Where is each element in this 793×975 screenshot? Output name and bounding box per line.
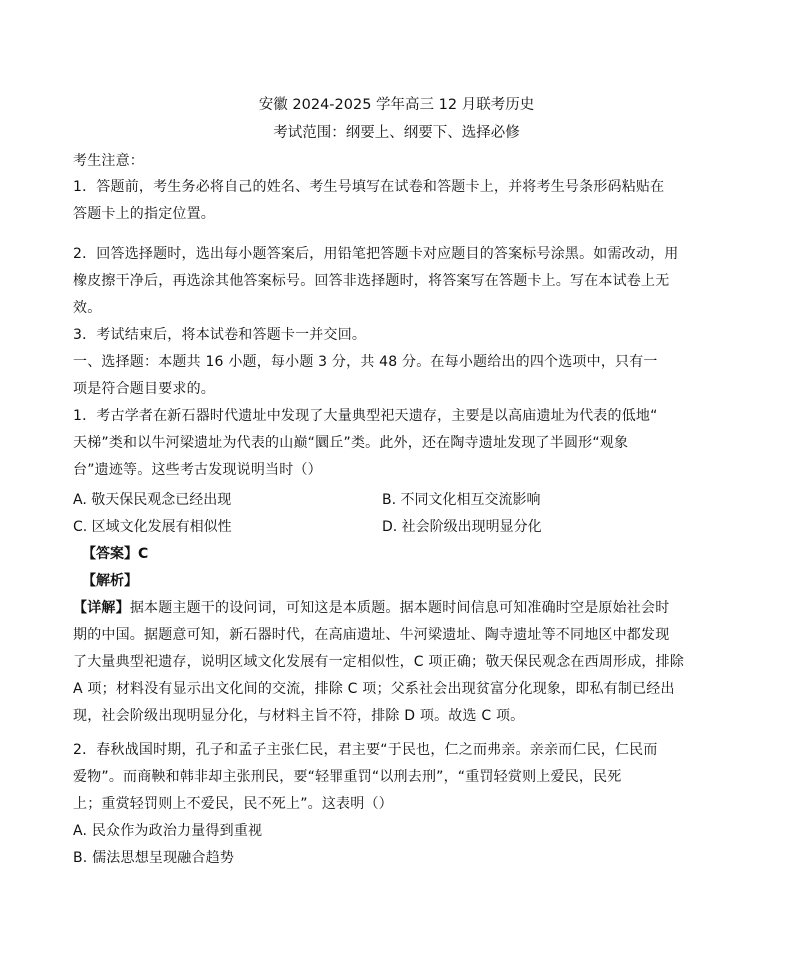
exam-title: 安徽 2024-2025 学年高三 12 月联考历史 (258, 97, 535, 113)
q1-detail-text-1: 据本题主题干的设问词，可知这是本质题。据本题时间信息可知准确时空是原始社会时 (129, 600, 670, 616)
notice-item-1-line-2: 答题卡上的指定位置。 (73, 206, 215, 222)
q2-option-a: A. 民众作为政治力量得到重视 (73, 823, 263, 839)
notice-item-3: 3．考试结束后，将本试卷和答题卡一并交回。 (73, 327, 367, 343)
q1-stem-line-3: 台”遗迹等。这些考古发现说明当时（） (73, 462, 322, 478)
q2-stem-line-1: 2．春秋战国时期，孔子和孟子主张仁民，君主要“于民也，仁之而弗亲。亲亲而仁民，仁民而 (73, 742, 658, 758)
q1-detail-head: 【详解】 (73, 600, 130, 616)
q1-stem-line-1: 1．考古学者在新石器时代遗址中发现了大量典型祀天遗存，主要是以高庙遗址为代表的低地“ (73, 408, 658, 424)
q2-stem-line-2: 爱物”。而商鞅和韩非却主张刑民，要“轻罪重罚“以刑去刑”，“重罚轻赏则上爱民，民死 (73, 769, 622, 785)
q1-option-d: D. 社会阶级出现明显分化 (382, 519, 542, 535)
q1-detail-line-4: A 项；材料没有显示出文化间的交流，排除 C 项；父系社会出现贫富分化现象，即私有制已经出 (73, 681, 675, 697)
q2-stem-line-3: 上；重赏轻罚则上不爱民，民不死上”。这表明（） (73, 796, 393, 812)
section-1-line-2: 项是符合题目要求的。 (73, 381, 215, 397)
q2-option-b: B. 儒法思想呈现融合趋势 (73, 850, 235, 866)
q1-option-b: B. 不同文化相互交流影响 (382, 492, 541, 508)
exam-scope: 考试范围：纲要上、纲要下、选择必修 (273, 125, 520, 141)
notice-item-2-line-1: 2．回答选择题时，选出每小题答案后，用铅笔把答题卡对应题目的答案标号涂黑。如需改动，用 (73, 246, 679, 262)
q1-option-a: A. 敬天保民观念已经出现 (73, 492, 232, 508)
q1-detail-line-1 (73, 598, 669, 618)
q1-stem-line-2: 天梯”类和以牛河梁遗址为代表的山巅“圜丘”类。此外，还在陶寺遗址发现了半圆形“观象 (73, 435, 629, 451)
section-1-line-1: 一、选择题：本题共 16 小题，每小题 3 分，共 48 分。在每小题给出的四个选项中，只有一 (73, 354, 658, 370)
q1-option-c: C. 区域文化发展有相似性 (73, 519, 232, 535)
notice-heading: 考生注意： (73, 153, 144, 169)
q1-detail-line-3: 了大量典型祀遗存，说明区域文化发展有一定相似性，C 项正确；敬天保民观念在西周形成，排除 (73, 654, 685, 670)
q1-analysis-tag: 【解析】 (82, 573, 138, 589)
q1-answer: 【答案】C (82, 546, 149, 562)
notice-item-2-line-3: 效。 (73, 300, 102, 316)
notice-item-2-line-2: 橡皮擦干净后，再选涂其他答案标号。回答非选择题时，将答案写在答题卡上。写在本试卷上无 (73, 273, 670, 289)
q1-detail-line-5: 现，社会阶级出现明显分化，与材料主旨不符，排除 D 项。故选 C 项。 (73, 708, 525, 724)
notice-item-1-line-1: 1．答题前，考生务必将自己的姓名、考生号填写在试卷和答题卡上，并将考生号条形码粘贴在 (73, 179, 665, 195)
q1-detail-line-2: 期的中国。据题意可知，新石器时代，在高庙遗址、牛河梁遗址、陶寺遗址等不同地区中都发现 (73, 627, 670, 643)
